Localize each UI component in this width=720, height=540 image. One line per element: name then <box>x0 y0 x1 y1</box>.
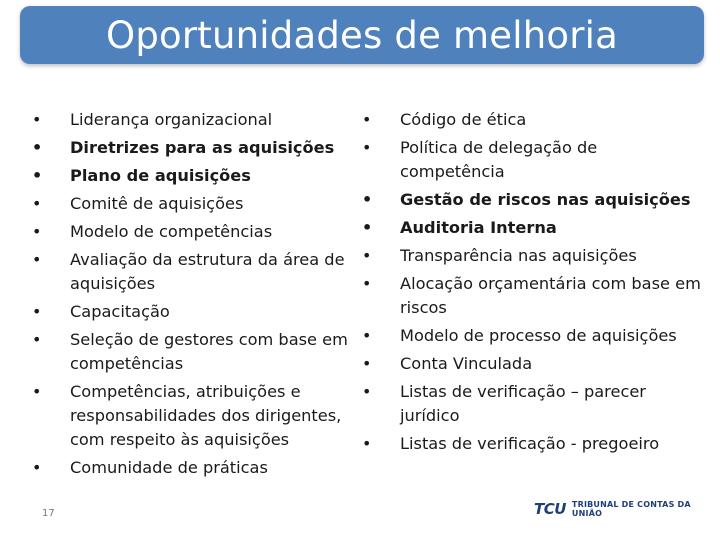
bullet-item: • Modelo de processo de aquisições <box>362 324 702 348</box>
right-bullet-list <box>362 108 702 456</box>
bullet-item: • Comunidade de práticas <box>32 456 352 480</box>
left-column <box>32 108 352 484</box>
bullet-item: • Listas de verificação – parecer jurídico <box>362 380 702 428</box>
bullet-item: • Política de delegação de competência <box>362 136 702 184</box>
bullet-item: • Gestão de riscos nas aquisições <box>362 188 702 212</box>
bullet-item: • Conta Vinculada <box>362 352 702 376</box>
bullet-item: • Plano de aquisições <box>32 164 352 188</box>
bullet-item: • Comitê de aquisições <box>32 192 352 216</box>
bullet-item: • Código de ética <box>362 108 702 132</box>
bullet-item: • Transparência nas aquisições <box>362 244 702 268</box>
bullet-item: • Avaliação da estrutura da área de aquisições <box>32 248 352 296</box>
page-number: 17 <box>42 508 55 519</box>
title-banner <box>20 6 704 64</box>
bullet-item: • Listas de verificação - pregoeiro <box>362 432 702 456</box>
bullet-item: • Seleção de gestores com base em competências <box>32 328 352 376</box>
bullet-item: • Competências, atribuições e responsabilidades dos dirigentes, com respeito às aquisições <box>32 380 352 452</box>
bullet-item: • Alocação orçamentária com base em riscos <box>362 272 702 320</box>
bullet-item: • Liderança organizacional <box>32 108 352 132</box>
slide-title: Oportunidades de melhoria <box>106 13 618 57</box>
bullet-item: • Modelo de competências <box>32 220 352 244</box>
right-column <box>362 108 702 460</box>
logo-text: TRIBUNAL DE CONTAS DA UNIÃO <box>571 500 691 518</box>
left-bullet-list <box>32 108 352 480</box>
bullet-item: • Capacitação <box>32 300 352 324</box>
bullet-item: • Diretrizes para as aquisições <box>32 136 352 160</box>
tcu-logo <box>534 500 720 518</box>
bullet-item: • Auditoria Interna <box>362 216 702 240</box>
logo-mark: TCU <box>534 500 566 518</box>
